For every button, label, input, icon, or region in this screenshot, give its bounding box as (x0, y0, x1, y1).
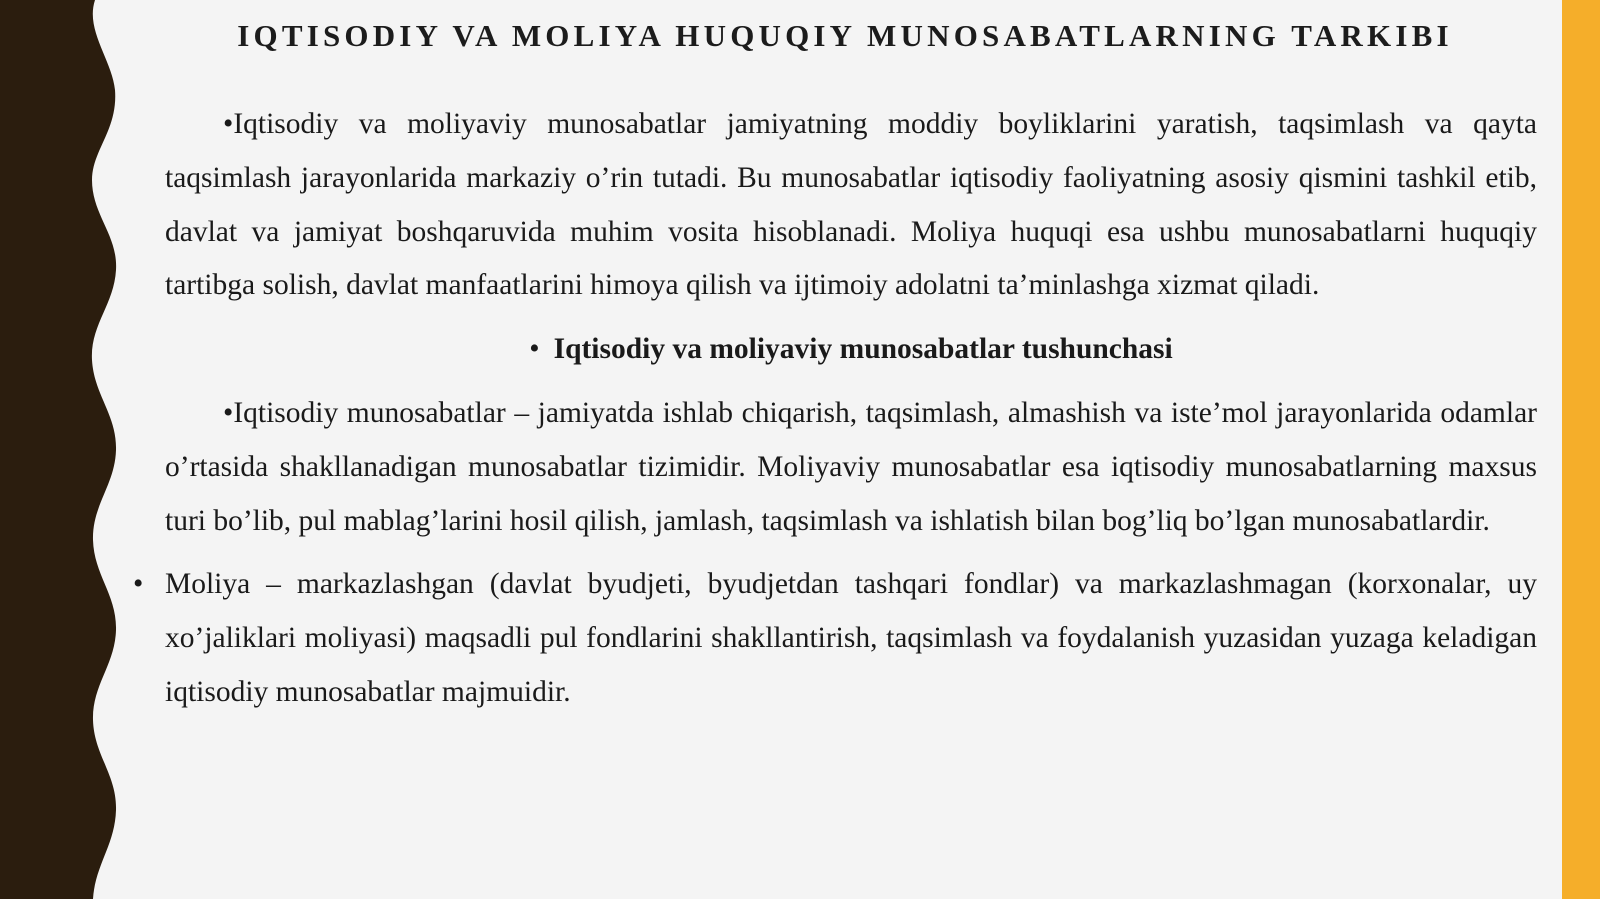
paragraph-intro: •Iqtisodiy va moliyaviy munosabatlar jamiyatning moddiy boyliklarini yaratish, taqsimlash va qayta taqsimlash jarayonlarida markaziy o’rin tutadi. Bu munosabatlar iqtisodiy faoliyatning asosiy qismini tashkil etib, davlat va jamiyat boshqaruvida muhim vosita hisoblanadi. Moliya huquqi esa ushbu munosabatlarni huquqiy tartibga solish, davlat manfaatlarini himoya qilish va ijtimoiy adolatni ta’minlashga xizmat qiladi. (165, 108, 1537, 302)
slide-title: IQTISODIY VA MOLIYA HUQUQIY MUNOSABATLARNING TARKIBI (237, 18, 1453, 53)
heading-bullet: • (529, 333, 540, 366)
heading-text: Iqtisodiy va moliyaviy munosabatlar tushunchasi (553, 333, 1173, 366)
bullet-text: Moliya – markazlashgan (davlat byudjeti, byudjetdan tashqari fondlar) va markazlashmagan (korxonalar, uy xo’jaliklari moliyasi) maqsadli pul fondlarini shakllantirish, taqsimlash va foydalanish yuzasidan yuzaga keladigan iqtisodiy munosabatlar majmuidir. (165, 568, 1537, 708)
section-heading (165, 323, 1537, 377)
paragraph-definition: •Iqtisodiy munosabatlar – jamiyatda ishlab chiqarish, taqsimlash, almashish va iste’mol jarayonlarida odamlar o’rtasida shakllanadigan munosabatlar tizimidir. Moliyaviy munosabatlar esa iqtisodiy munosabatlarning maxsus turi bo’lib, pul mablag’larini hosil qilish, jamlash, taqsimlash va ishlatish bilan bog’liq bo’lgan munosabatlardir. (165, 396, 1537, 537)
left-wave-decoration (0, 0, 130, 899)
right-accent-bar (1562, 0, 1600, 899)
bullet-item-moliya (133, 558, 1537, 719)
slide-content (133, 98, 1537, 720)
bullet-marker: • (133, 568, 144, 601)
